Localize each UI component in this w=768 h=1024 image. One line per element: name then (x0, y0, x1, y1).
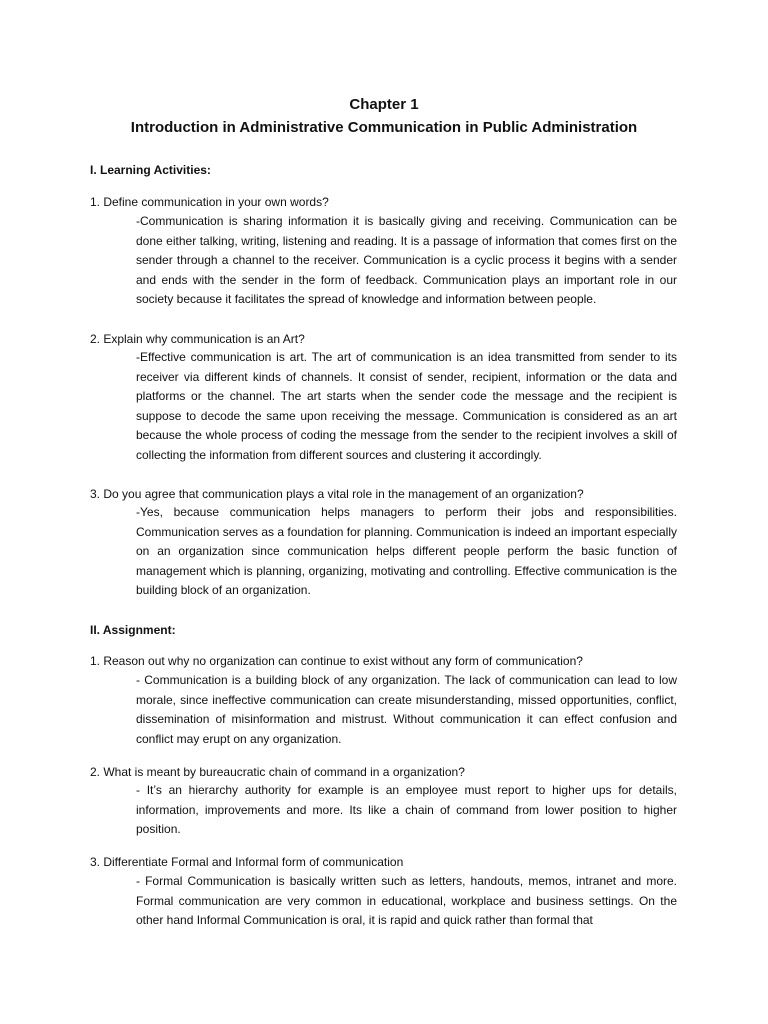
question-2-communication-art: 2. Explain why communication is an Art? (90, 332, 305, 346)
answer-2-communication-art: -Effective communication is art. The art of communication is an idea transmitted from sender to its receiver via different kinds of channels. It consist of sender, recipient, information or the data and platforms or the channel. The art starts when the sender code the message and the recipient is suppose to decode the same upon receiving the message. Communication is considered as an art because the whole process of coding the message from the sender to the recipient involves a skill of collecting the information from different sources and clustering it accordingly. (136, 350, 677, 462)
question-1-define-communication: 1. Define communication in your own words? (90, 195, 329, 209)
document-title: Introduction in Administrative Communication in Public Administration (130, 119, 638, 136)
answer-1-define-communication: -Communication is sharing information it is basically giving and receiving. Communication can be done either talking, writing, listening and reading. It is a passage of information that comes first on the sender through a channel to the receiver. Communication is a cyclic process it begins with a sender and ends with the sender in the form of feedback. Communication plays an important role in our society because it facilitates the spread of knowledge and information between people. (136, 214, 677, 306)
question-3-formal-informal: 3. Differentiate Formal and Informal form of communication (90, 855, 404, 869)
question-1-organization-exist: 1. Reason out why no organization can continue to exist without any form of communication? (90, 654, 583, 668)
answer-3-vital-role: -Yes, because communication helps managers to perform their jobs and responsibilities. Communication serves as a foundation for planning. Communication is indeed an important especially on an organization since communication helps different people perform the basic function of management which is planning, organizing, motivating and controlling. Effective communication is the building block of an organization. (136, 505, 677, 597)
question-3-vital-role: 3. Do you agree that communication plays a vital role in the management of an organization? (90, 487, 584, 501)
section-heading-assignment: II. Assignment: (90, 623, 176, 637)
question-2-chain-of-command: 2. What is meant by bureaucratic chain of command in a organization? (90, 765, 465, 779)
section-heading-learning-activities: I. Learning Activities: (90, 163, 211, 177)
answer-2-chain-of-command: - It’s an hierarchy authority for example is an employee must report to higher ups for details, information, improvements and more. Its like a chain of command from lower position to higher position. (136, 783, 677, 836)
answer-1-organization-exist: - Communication is a building block of any organization. The lack of communication can lead to low morale, since ineffective communication can create misunderstanding, missed opportunities, conflict, dissemination of misinformation and mistrust. Without communication it can effect confusion and conflict may erupt on any organization. (136, 673, 677, 746)
answer-3-formal-informal: - Formal Communication is basically written such as letters, handouts, memos, intranet and more. Formal communication are very common in educational, workplace and business settings. On the other hand Informal Communication is oral, it is rapid and quick rather than formal that (136, 874, 677, 927)
chapter-label: Chapter 1 (349, 96, 419, 113)
